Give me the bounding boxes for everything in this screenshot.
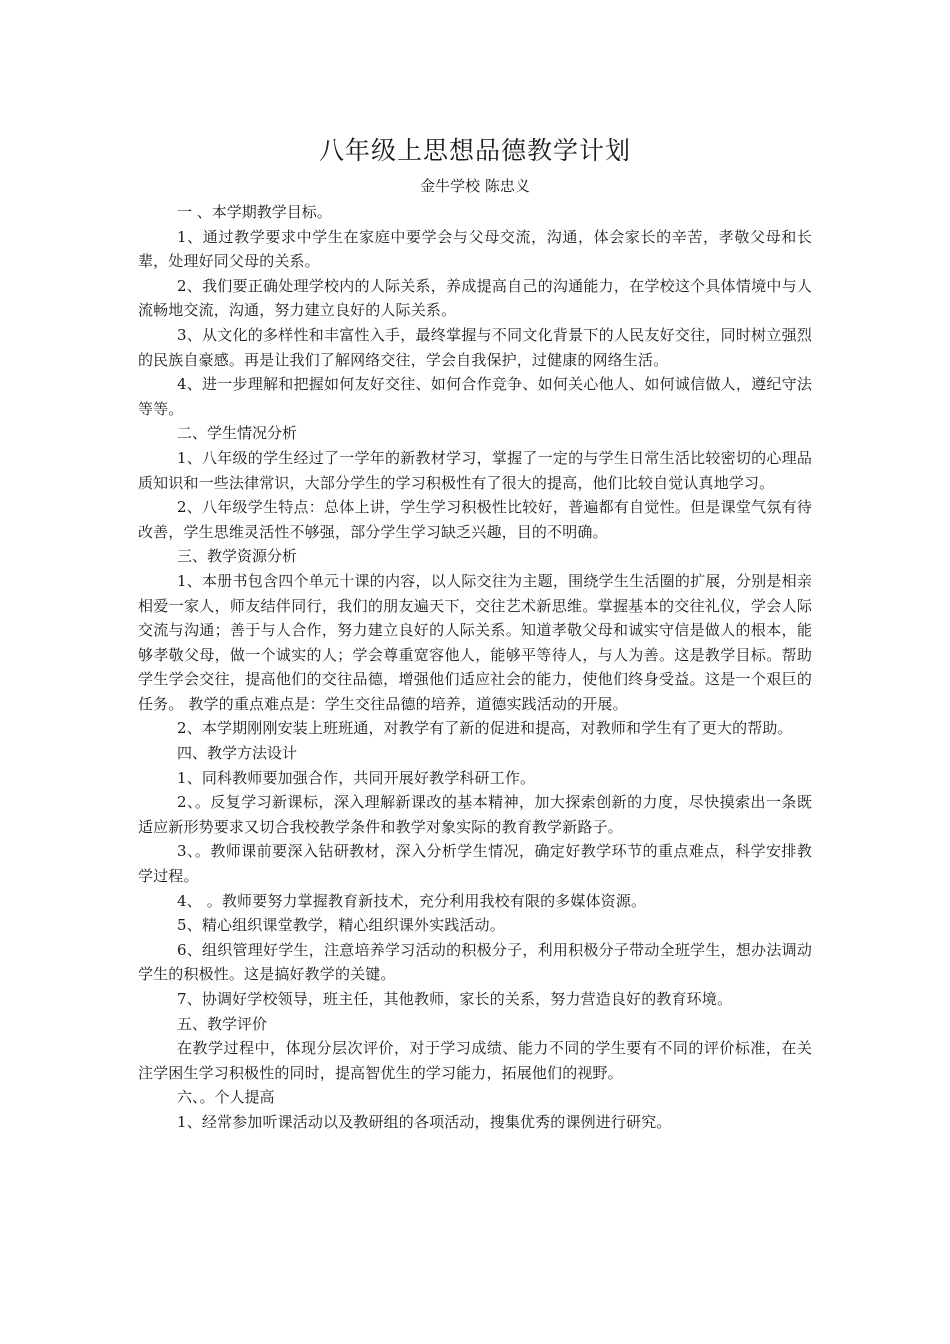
paragraph: 5、精心组织课堂教学，精心组织课外实践活动。 — [177, 916, 505, 935]
paragraph: 1、本册书包含四个单元十课的内容，以人际交往为主题，围绕学生生活圈的扩展，分别是相亲相爱一家人，师友结伴同行，我们的朋友遍天下，交往艺术新思维。掌握基本的交往礼仪，学会人际交流与沟通；善于与人合作，努力建立良好的人际关系。知道孝敬父母和诚实守信是做人的根本，能够孝敬父母，做一个诚实的人；学会尊重宽容他人，能够平等待人，与人为善。这是教学目标。帮助学生学会交往，提高他们的交往品德，增强他们适应社会的能力，使他们终身受益。这是一个艰巨的任务。 教学的重点难点是：学生交往品德的培养，道德实践活动的开展。 — [138, 571, 812, 713]
paragraph: 3、。教师课前要深入钻研教材，深入分析学生情况，确定好教学环节的重点难点，科学安排教学过程。 — [138, 842, 812, 886]
paragraph: 4、 。教师要努力掌握教育新技术，充分利用我校有限的多媒体资源。 — [177, 891, 647, 910]
section-heading: 五、教学评价 — [177, 1014, 268, 1033]
paragraph: 1、经常参加听课活动以及教研组的各项活动，搜集优秀的课例进行研究。 — [177, 1112, 672, 1131]
paragraph: 2、本学期刚刚安装上班班通，对教学有了新的促进和提高，对教师和学生有了更大的帮助。 — [177, 719, 793, 738]
paragraph: 2、我们要正确处理学校内的人际关系，养成提高自己的沟通能力，在学校这个具体情境中与人流畅地交流，沟通，努力建立良好的人际关系。 — [138, 276, 812, 320]
section-heading: 三、教学资源分析 — [177, 547, 298, 566]
section-heading: 四、教学方法设计 — [177, 744, 298, 763]
paragraph: 2、。反复学习新课标，深入理解新课改的基本精神，加大探索创新的力度，尽快摸索出一条既适应新形势要求又切合我校教学条件和教学对象实际的教育教学新路子。 — [138, 793, 812, 836]
section-heading: 二、学生情况分析 — [177, 424, 298, 443]
document-body — [138, 200, 812, 1135]
paragraph: 2、八年级学生特点：总体上讲，学生学习积极性比较好，普遍都有自觉性。但是课堂气氛有待改善，学生思维灵活性不够强，部分学生学习缺乏兴趣，目的不明确。 — [138, 498, 812, 541]
paragraph: 1、通过教学要求中学生在家庭中要学会与父母交流，沟通，体会家长的辛苦，孝敬父母和长辈，处理好同父母的关系。 — [138, 227, 812, 271]
section-heading: 一 、本学期教学目标。 — [177, 203, 332, 221]
paragraph: 1、同科教师要加强合作，共同开展好教学科研工作。 — [177, 768, 536, 787]
document-author: 金牛学校 陈忠义 — [420, 177, 530, 195]
paragraph: 3、从文化的多样性和丰富性入手，最终掌握与不同文化背景下的人民友好交往，同时树立强烈的民族自豪感。再是让我们了解网络交往，学会自我保护，过健康的网络生活。 — [138, 325, 812, 369]
paragraph: 在教学过程中，体现分层次评价，对于学习成绩、能力不同的学生要有不同的评价标准，在关注学困生学习积极性的同时，提高智优生的学习能力，拓展他们的视野。 — [138, 1039, 812, 1082]
paragraph: 6、组织管理好学生，注意培养学习活动的积极分子，利用积极分子带动全班学生，想办法调动学生的积极性。这是搞好教学的关键。 — [138, 940, 812, 984]
section-heading: 六、。个人提高 — [177, 1088, 275, 1107]
paragraph: 4、进一步理解和把握如何友好交往、如何合作竞争、如何关心他人、如何诚信做人，遵纪守法等等。 — [138, 375, 812, 418]
document-title: 八年级上思想品德教学计划 — [318, 136, 631, 165]
paragraph: 7、协调好学校领导，班主任，其他教师，家长的关系，努力营造良好的教育环境。 — [177, 990, 733, 1008]
paragraph: 1、八年级的学生经过了一学年的新教材学习，掌握了一定的与学生日常生活比较密切的心理品质知识和一些法律常识，大部分学生的学习积极性有了很大的提高，他们比较自觉认真地学习。 — [138, 448, 812, 492]
